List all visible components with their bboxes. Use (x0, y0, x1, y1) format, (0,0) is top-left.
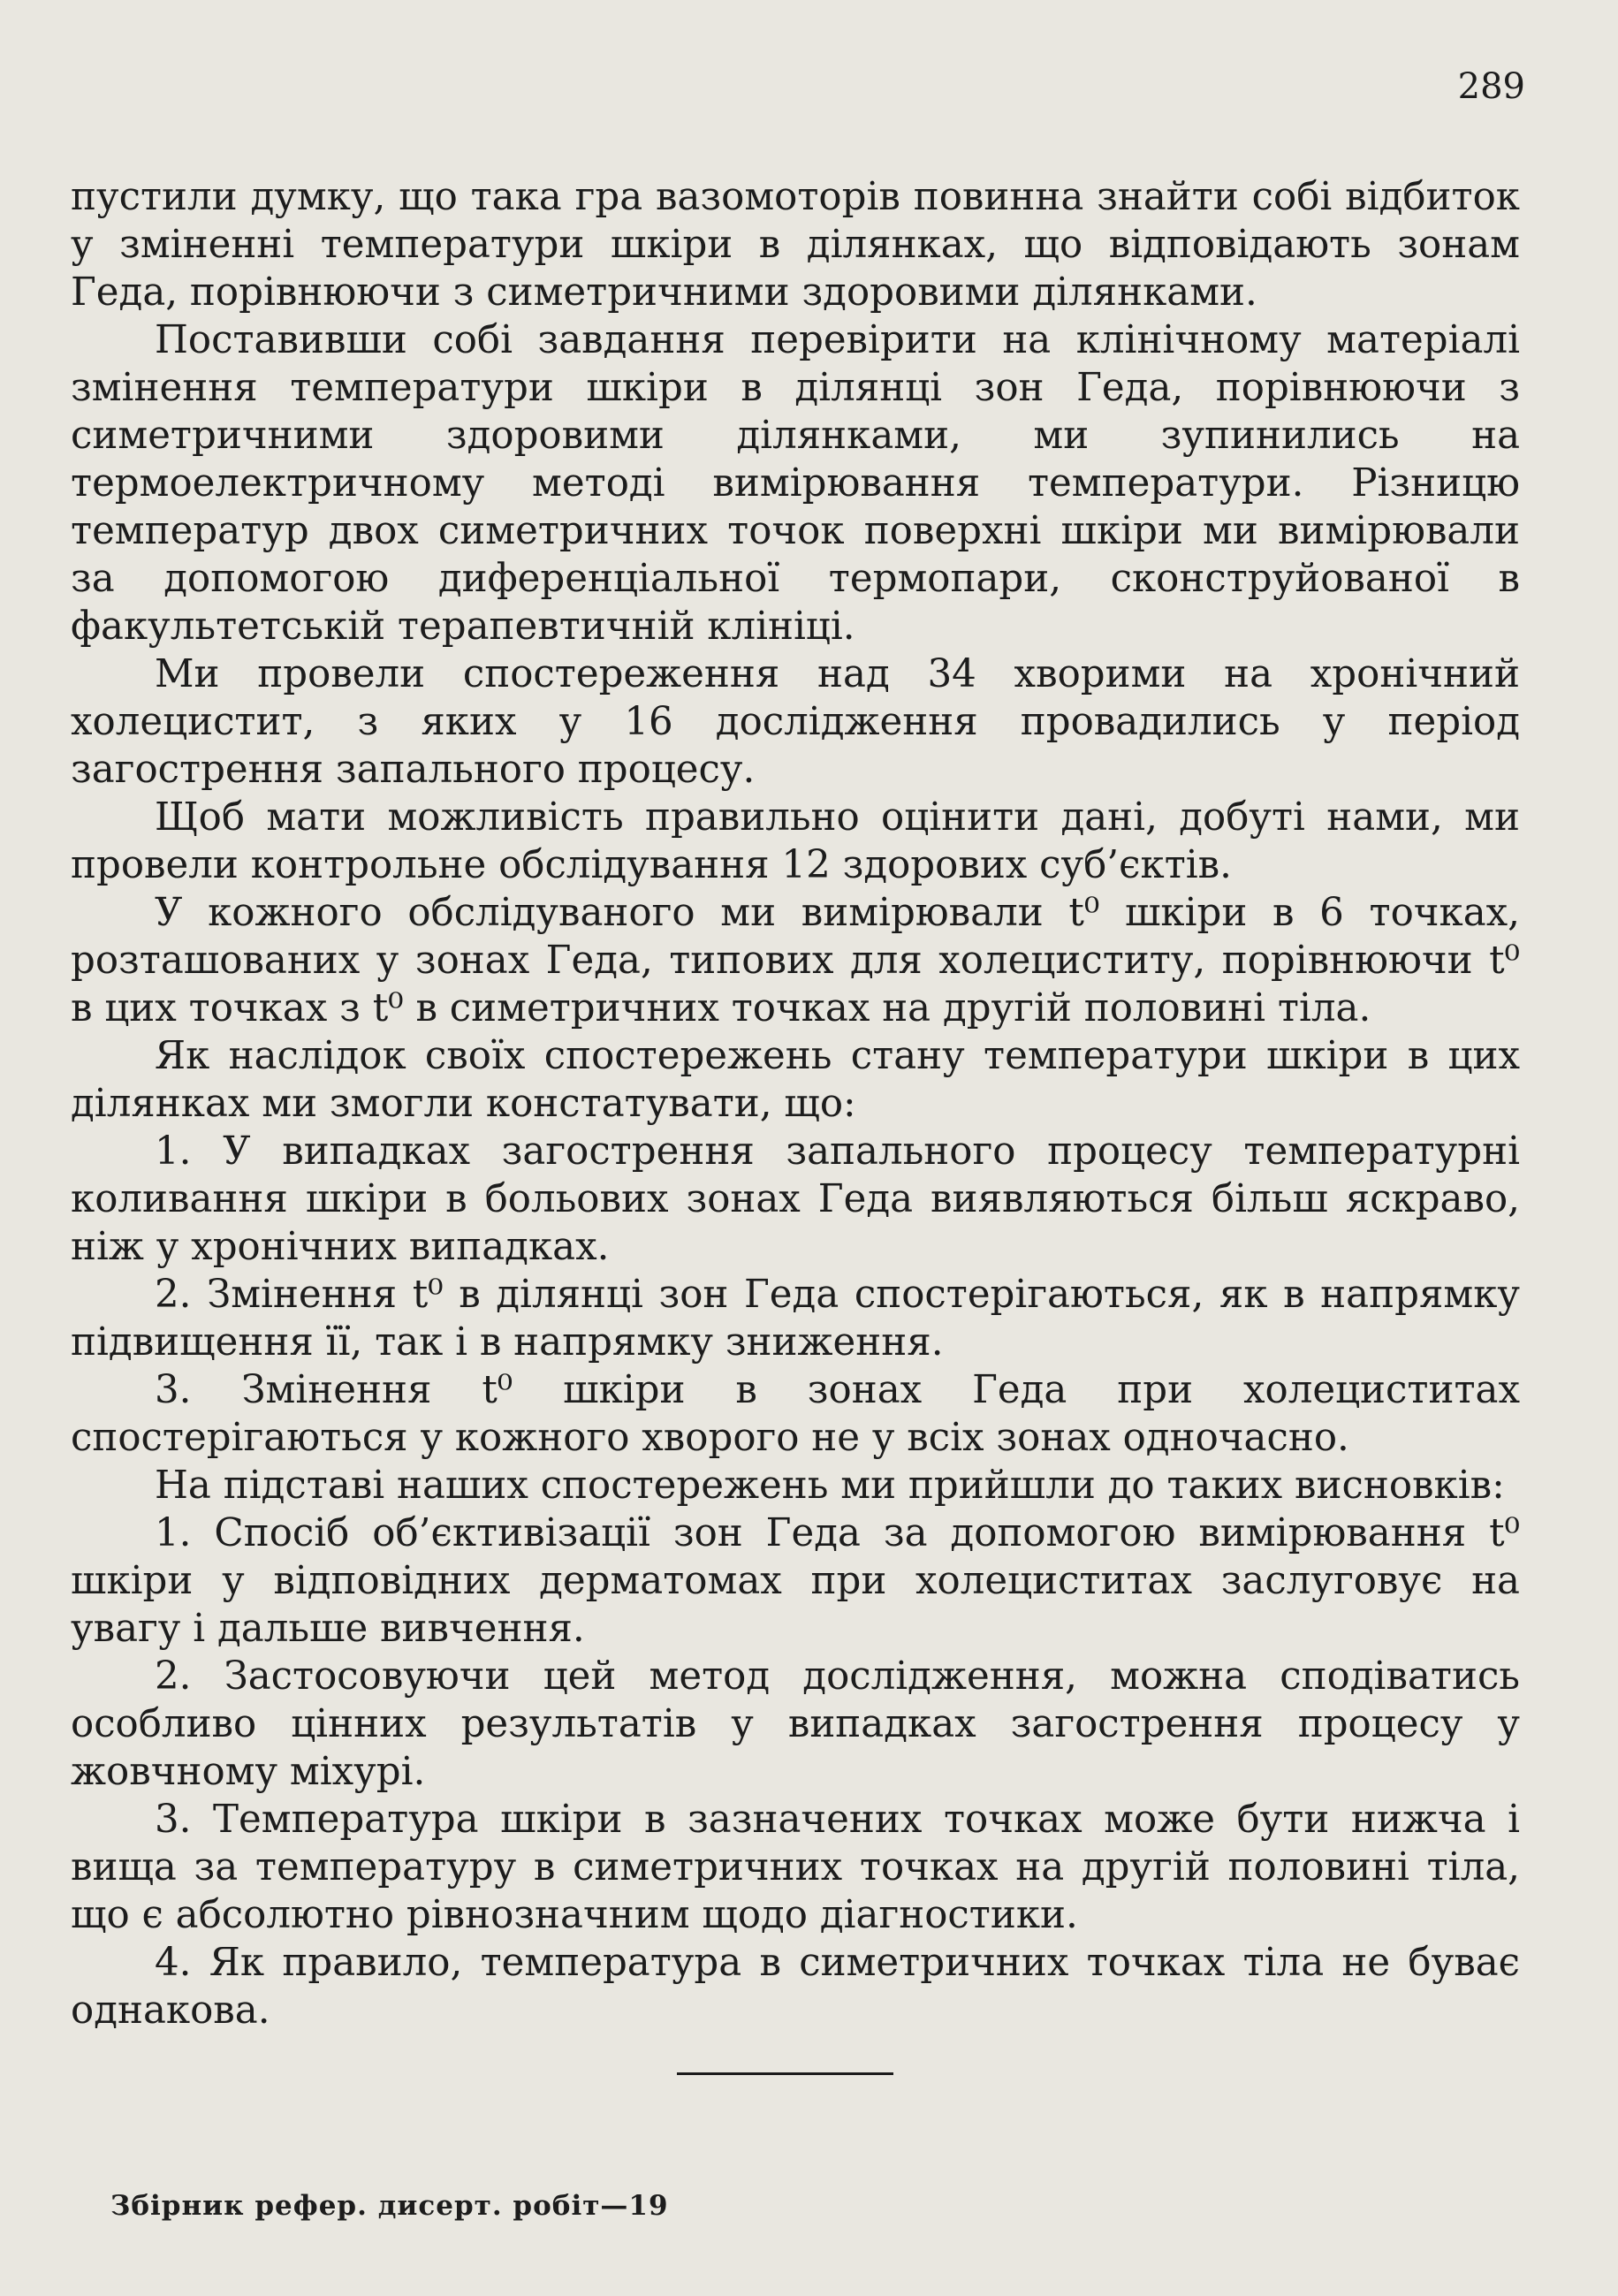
conclusion-item-2: 2. Застосовуючи цей метод дослідження, можна сподіватись особливо цінних результатів у випадках загострення процесу у жовчному міхурі. (71, 1654, 1520, 1794)
conclusion-item-1: 1. Спосіб об’єктивізації зон Геда за допомогою вимірювання t⁰ шкіри у відповідних дерматомах при холециститах заслуговує на увагу і дальше вивчення. (71, 1511, 1520, 1651)
observation-item-2: 2. Змінення t⁰ в ділянці зон Геда спостерігаються, як в напрямку підвищення її, так і в напрямку зниження. (71, 1273, 1520, 1365)
observation-item-3: 3. Змінення t⁰ шкіри в зонах Геда при холециститах спостерігаються у кожного хворого не у всіх зонах одночасно. (71, 1368, 1520, 1460)
conclusion-item-3: 3. Температура шкіри в зазначених точках може бути нижча і вища за температуру в симетричних точках на другій половині тіла, що є абсолютно рівнозначним щодо діагностики. (71, 1798, 1520, 1937)
section-divider (677, 2072, 893, 2075)
paragraph-observations-intro: Як наслідок своїх спостережень стану температури шкіри в цих ділянках ми змогли констатувати, що: (71, 1034, 1520, 1126)
paragraph-conclusions-intro: На підставі наших спостережень ми прийшли до таких висновків: (155, 1464, 1505, 1508)
conclusion-item-4: 4. Як правило, температура в симетричних точках тіла не буває однакова. (71, 1941, 1520, 2033)
paragraph-measurement: У кожного обслідуваного ми вимірювали t⁰ шкіри в 6 точках, розташованих у зонах Геда, типових для холециститу, порівнюючи t⁰ в цих точках з t⁰ в симетричних точках на другій половині тіла. (71, 891, 1520, 1030)
body-text (71, 173, 1520, 2034)
page-footer: Збірник рефер. дисерт. робіт—19 (110, 2190, 669, 2222)
paragraph-control: Щоб мати можливість правильно оцінити дані, добуті нами, ми провели контрольне обслідування 12 здорових суб’єктів. (71, 795, 1520, 887)
paragraph-method: Поставивши собі завдання перевірити на клінічному матеріалі змінення температури шкіри в ділянці зон Геда, порівнюючи з симетричними здоровими ділянками, ми зупинились на термоелектричному методі вимірювання температури. Різницю температур двох симетричних точок поверхні шкіри ми вимірювали за допомогою диференціальної термопари, сконструйованої в факультетській терапевтичній клініці. (71, 318, 1520, 649)
paragraph-continuation: пустили думку, що така гра вазомоторів повинна знайти собі відбиток у зміненні температури шкіри в ділянках, що відповідають зонам Геда, порівнюючи з симетричними здоровими ділянками. (71, 175, 1520, 315)
page-number: 289 (1457, 66, 1525, 107)
paragraph-patients: Ми провели спостереження над 34 хворими на хронічний холецистит, з яких у 16 дослідження провадились у період загострення запального процесу. (71, 652, 1520, 792)
observation-item-1: 1. У випадках загострення запального процесу температурні коливання шкіри в больових зонах Геда виявляються більш яскраво, ніж у хронічних випадках. (71, 1129, 1520, 1269)
